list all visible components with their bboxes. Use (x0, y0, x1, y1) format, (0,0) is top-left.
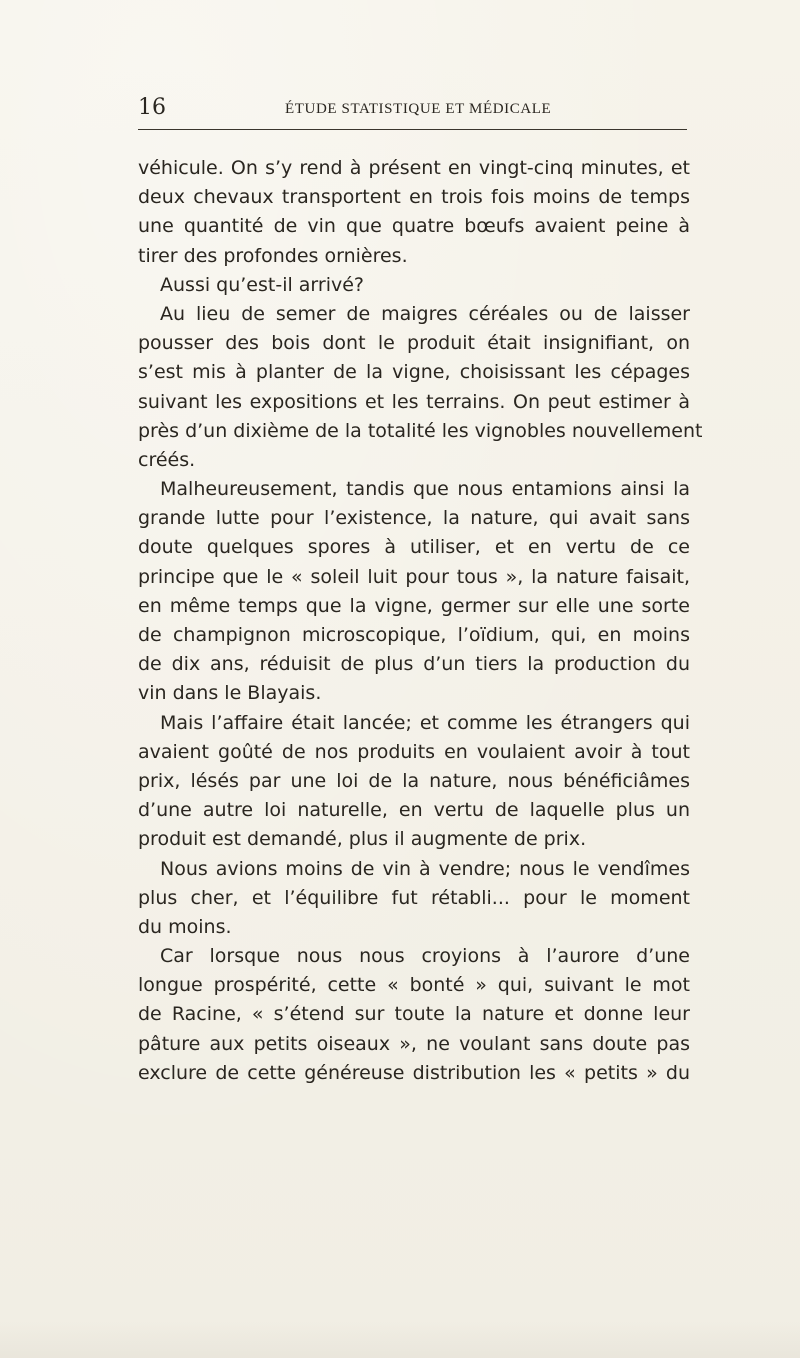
text-line: Aussi qu’est-il arrivé? (160, 273, 365, 296)
text-line: pousser des bois dont le produit était insignifiant, on (138, 332, 690, 355)
text-line: plus cher, et l’équilibre fut rétabli... pour le moment (138, 886, 690, 909)
text-line: créés. (138, 448, 196, 471)
text-line: s’est mis à planter de la vigne, choisissant les cépages (138, 361, 690, 384)
text-line: Nous avions moins de vin à vendre; nous le vendîmes (160, 857, 690, 880)
text-line: Au lieu de semer de maigres céréales ou de laisser (160, 302, 690, 325)
text-line: véhicule. On s’y rend à présent en vingt-cinq minutes, et (138, 157, 690, 179)
text-line: Mais l’affaire était lancée; et comme les étrangers qui (160, 711, 690, 734)
text-line: de champignon microscopique, l’oïdium, qui, en moins (138, 624, 690, 646)
body-text (138, 154, 703, 1088)
text-line: prix, lésés par une loi de la nature, nous bénéficiâmes (138, 769, 690, 792)
running-title: ÉTUDE STATISTIQUE ET MÉDICALE (285, 101, 552, 117)
page-header (138, 97, 688, 121)
text-line: de Racine, « s’étend sur toute la nature et donne leur (138, 1003, 690, 1026)
page-number: 16 (138, 95, 166, 120)
text-line: pâture aux petits oiseaux », ne voulant sans doute pas (138, 1032, 690, 1055)
header-rule (138, 129, 687, 130)
text-line: d’une autre loi naturelle, en vertu de laquelle plus un (138, 799, 690, 822)
text-line: produit est demandé, plus il augmente de prix. (138, 828, 587, 851)
text-segment: » du (646, 1061, 690, 1084)
text-line: longue prospérité, cette « bonté » qui, suivant le mot (138, 974, 690, 997)
italic-word: petits (584, 1061, 638, 1084)
text-line: en même temps que la vigne, germer sur elle une sorte (138, 594, 690, 617)
text-line: suivant les expositions et les terrains. On peut estimer à (138, 390, 690, 413)
text-line: tirer des profondes ornières. (138, 244, 408, 267)
text-line: une quantité de vin que quatre bœufs avaient peine à (138, 215, 690, 238)
page-edge-shadow (0, 1320, 800, 1358)
text-segment: exclure de cette généreuse distribution les « (138, 1061, 576, 1084)
text-line: Malheureusement, tandis que nous entamions ainsi la (160, 478, 690, 501)
text-line: Car lorsque nous nous croyions à l’aurore d’une (160, 945, 690, 968)
text-line: deux chevaux transportent en trois fois moins de temps (138, 186, 690, 209)
text-line: grande lutte pour l’existence, la nature, qui avait sans (138, 507, 690, 530)
text-line: avaient goûté de nos produits en voulaient avoir à tout (138, 740, 690, 763)
text-line-last (138, 1059, 690, 1088)
text-line: du moins. (138, 915, 232, 938)
text-line: doute quelques spores à utiliser, et en vertu de ce (138, 536, 690, 559)
text-line: près d’un dixième de la totalité les vignobles nouvellement (138, 419, 703, 442)
text-line: de dix ans, réduisit de plus d’un tiers la production du (138, 653, 690, 676)
text-line: vin dans le Blayais. (138, 682, 322, 705)
text-line: principe que le « soleil luit pour tous », la nature faisait, (138, 565, 690, 588)
